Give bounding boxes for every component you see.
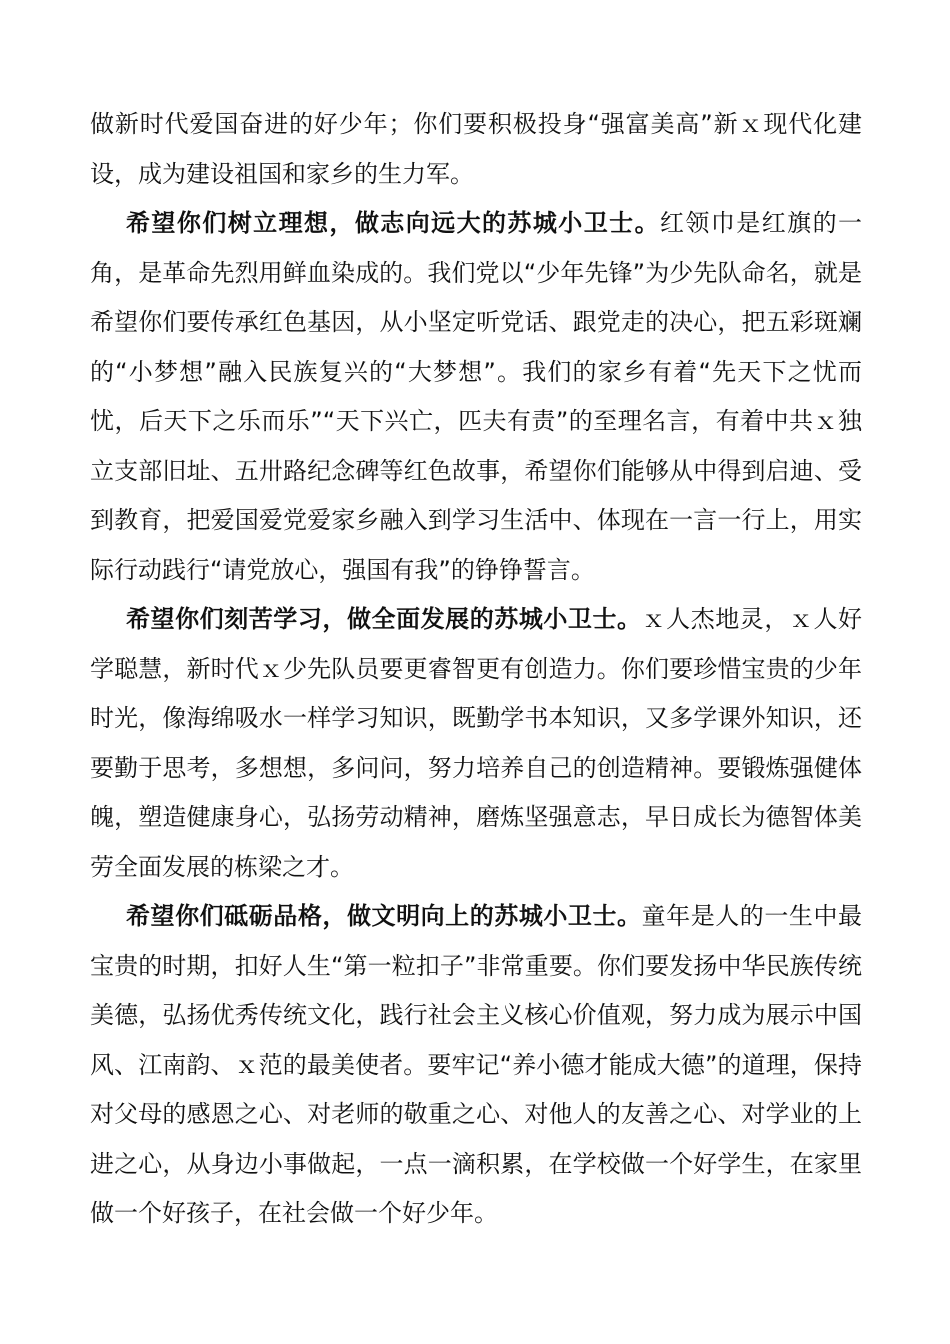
paragraph-ideals xyxy=(90,199,862,595)
document-body xyxy=(90,100,862,1239)
paragraph-text: 红领巾是红旗的一角，是革命先烈用鲜血染成的。我们党以“少年先锋”为少先队命名，就是希望你们要传承红色基因，从小坚定听党话、跟党走的决心，把五彩斑斓的“小梦想”融入民族复兴的“大梦想”。我们的家乡有着“先天下之忧而忧，后天下之乐而乐”“天下兴亡，匹夫有责”的至理名言，有着中共ｘ独立支部旧址、五卅路纪念碑等红色故事，希望你们能够从中得到启迪、受到教育，把爱国爱党爱家乡融入到学习生活中、体现在一言一行上，用实际行动践行“请党放心，强国有我”的铮铮誓言。 xyxy=(90,209,862,584)
paragraph-lead: 希望你们砥砺品格，做文明向上的苏城小卫士。 xyxy=(126,902,642,930)
paragraph-text: ｘ人杰地灵，ｘ人好学聪慧，新时代ｘ少先队员要更睿智更有创造力。你们要珍惜宝贵的少年时光，像海绵吸水一样学习知识，既勤学书本知识，又多学课外知识，还要勤于思考，多想想，多问问，努力培养自己的创造精神。要锻炼强健体魄，塑造健康身心，弘扬劳动精神，磨炼坚强意志，早日成长为德智体美劳全面发展的栋梁之才。 xyxy=(90,605,863,881)
paragraph-lead: 希望你们刻苦学习，做全面发展的苏城小卫士。 xyxy=(126,605,642,633)
paragraph-text: 做新时代爱国奋进的好少年；你们要积极投身“强富美高”新ｘ现代化建设，成为建设祖国和家乡的生力军。 xyxy=(90,110,862,188)
paragraph-continuation xyxy=(90,100,862,199)
paragraph-lead: 希望你们树立理想，做志向远大的苏城小卫士。 xyxy=(126,209,660,237)
paragraph-text: 童年是人的一生中最宝贵的时期，扣好人生“第一粒扣子”非常重要。你们要发扬中华民族传统美德，弘扬优秀传统文化，践行社会主义核心价值观，努力成为展示中国风、江南韵、ｘ范的最美使者。要牢记“养小德才能成大德”的道理，保持对父母的感恩之心、对老师的敬重之心、对他人的友善之心、对学业的上进之心，从身边小事做起，一点一滴积累，在学校做一个好学生，在家里做一个好孩子，在社会做一个好少年。 xyxy=(90,902,863,1227)
paragraph-study xyxy=(90,595,862,892)
paragraph-character xyxy=(90,892,862,1239)
